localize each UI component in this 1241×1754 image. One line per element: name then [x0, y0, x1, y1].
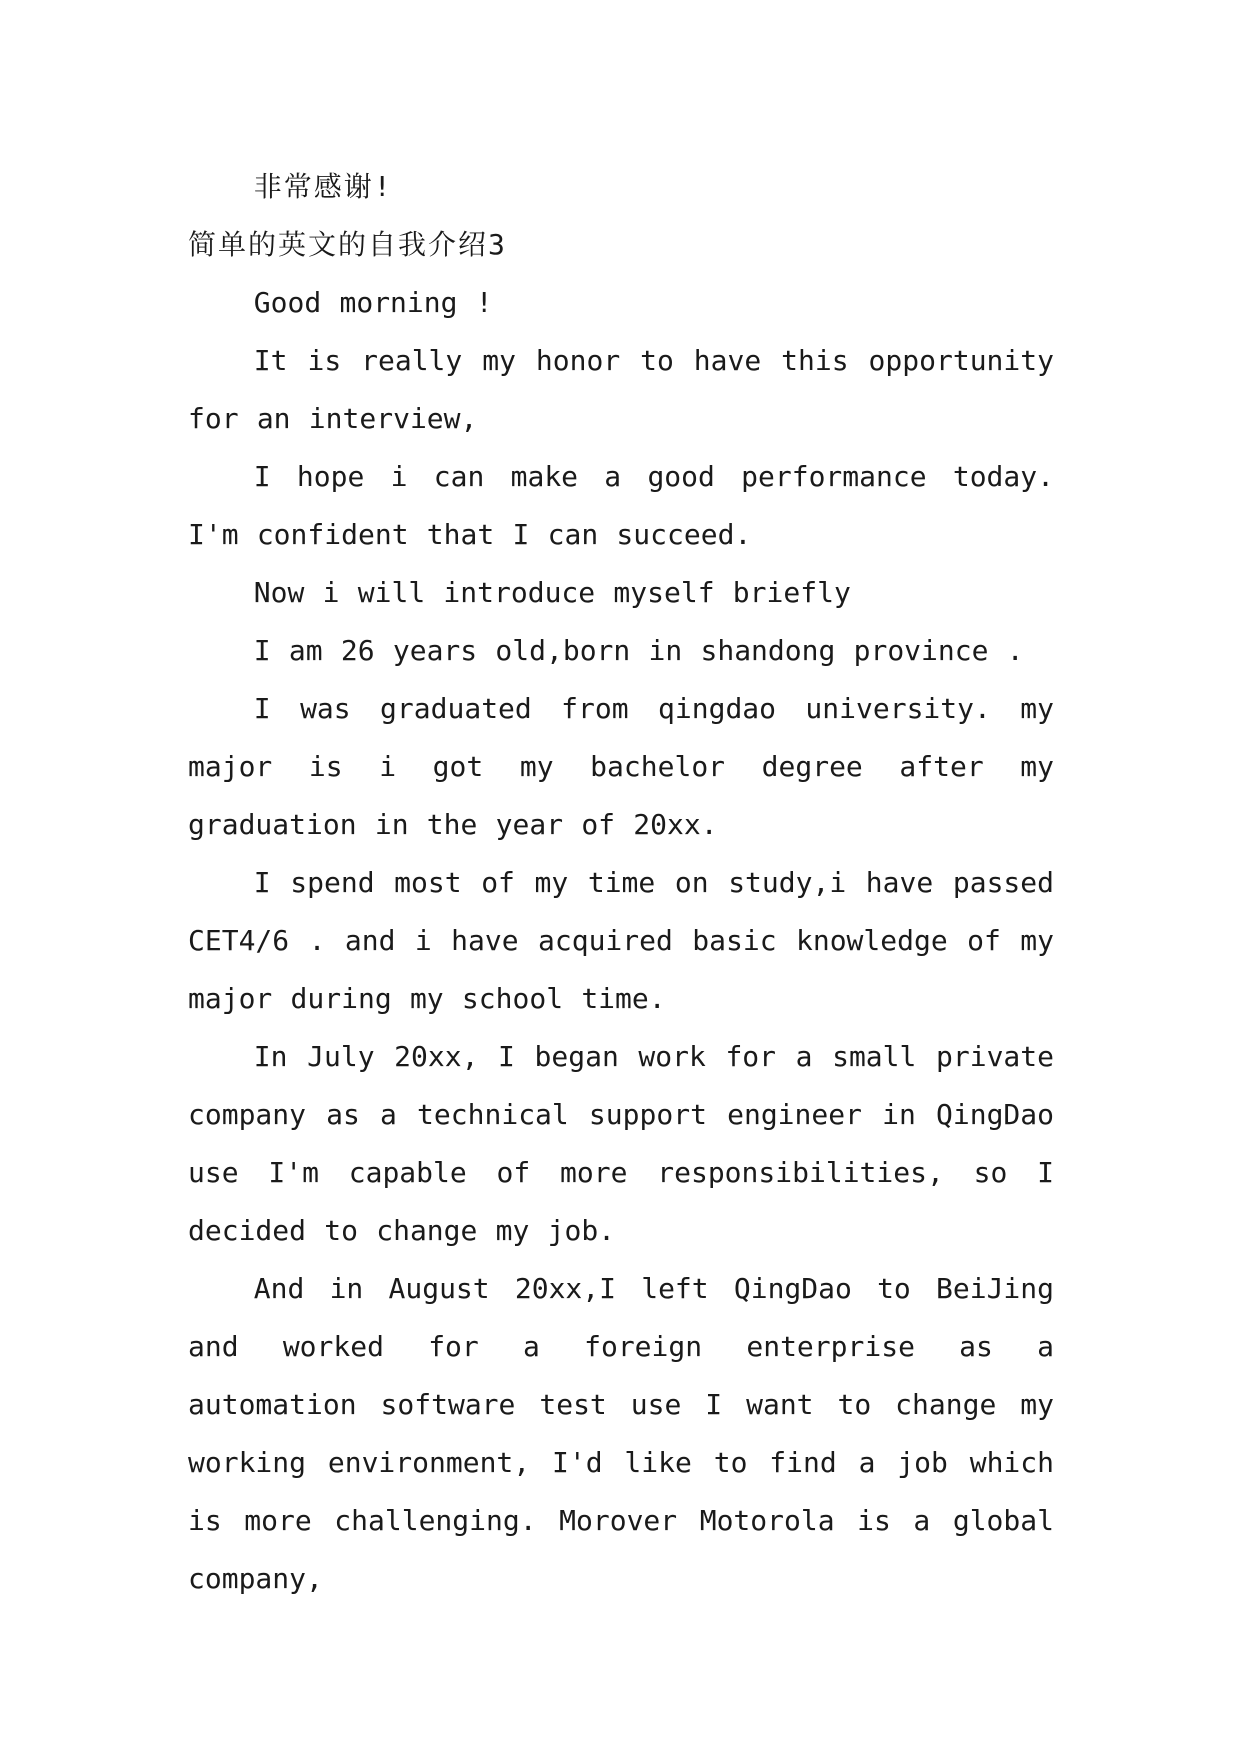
body-paragraph: In July 20xx, I began work for a small private company as a technical support engineer in QingDao use I'm capable of more responsibilities, so I decided to change my job.	[188, 1040, 1054, 1247]
document-body	[188, 158, 1054, 1608]
body-paragraph: I hope i can make a good performance today. I'm confident that I can succeed.	[188, 460, 1054, 551]
body-paragraph: I spend most of my time on study,i have passed CET4/6 . and i have acquired basic knowledge of my major during my school time.	[188, 866, 1054, 1015]
body-paragraph: I am 26 years old,born in shandong province .	[253, 634, 1024, 667]
body-paragraph: It is really my honor to have this opportunity for an interview,	[188, 344, 1054, 435]
body-paragraph: I was graduated from qingdao university. my major is i got my bachelor degree after my graduation in the year of 20xx.	[188, 692, 1054, 841]
body-paragraph: Now i will introduce myself briefly	[253, 576, 851, 609]
greeting-paragraph: Good morning !	[253, 286, 493, 319]
body-paragraph: And in August 20xx,I left QingDao to BeiJing and worked for a foreign enterprise as a automation software test use I want to change my working environment, I'd like to find a job which is more challenging. Morover Motorola is a global company,	[188, 1272, 1054, 1595]
closing-thanks: 非常感谢!	[253, 170, 393, 203]
section-title: 简单的英文的自我介绍3	[188, 228, 507, 261]
